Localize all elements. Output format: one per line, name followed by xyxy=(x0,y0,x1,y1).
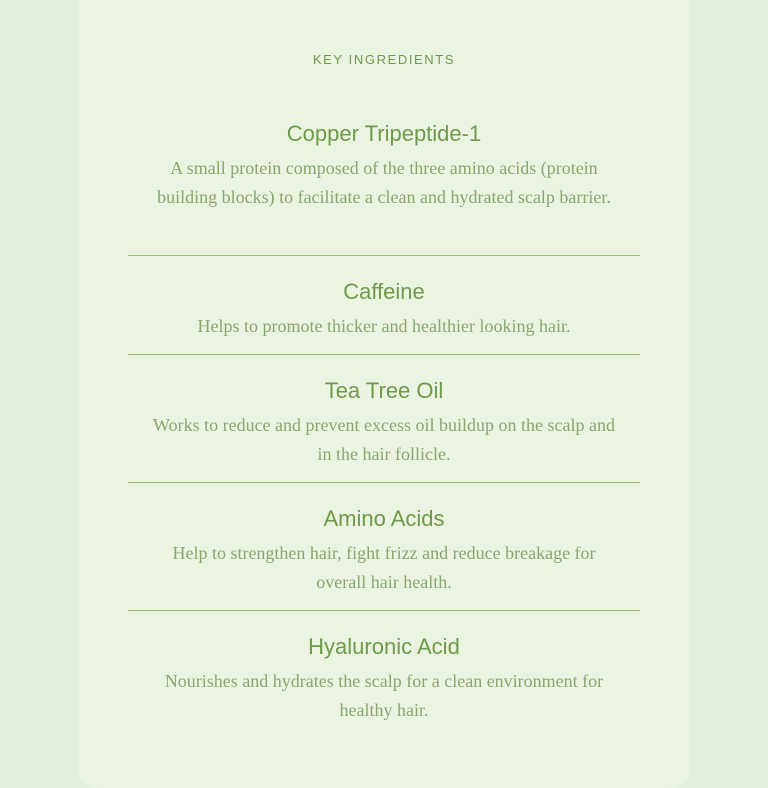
divider xyxy=(128,610,640,611)
ingredient-item-copper-tripeptide xyxy=(128,120,640,211)
ingredient-name: Hyaluronic Acid xyxy=(308,634,460,659)
divider xyxy=(128,354,640,355)
ingredient-item-hyaluronic-acid xyxy=(128,633,640,724)
ingredient-name: Caffeine xyxy=(343,279,425,304)
ingredient-name: Tea Tree Oil xyxy=(324,378,444,403)
ingredient-item-tea-tree-oil xyxy=(128,377,640,468)
ingredient-item-amino-acids xyxy=(128,505,640,596)
ingredient-description: Nourishes and hydrates the scalp for a clean environment for healthy hair. xyxy=(164,671,604,720)
ingredient-description: Works to reduce and prevent excess oil buildup on the scalp and in the hair follicle. xyxy=(153,415,615,464)
divider xyxy=(128,255,640,256)
ingredient-name: Copper Tripeptide-1 xyxy=(286,121,482,146)
ingredient-description: Helps to promote thicker and healthier looking hair. xyxy=(197,316,571,336)
section-title: KEY INGREDIENTS xyxy=(312,52,456,67)
ingredient-name: Amino Acids xyxy=(323,506,445,531)
ingredient-description: A small protein composed of the three amino acids (protein building blocks) to facilitate a clean and hydrated scalp barrier. xyxy=(157,158,611,207)
ingredient-description: Help to strengthen hair, fight frizz and reduce breakage for overall hair health. xyxy=(172,543,596,592)
ingredient-item-caffeine xyxy=(128,278,640,341)
divider xyxy=(128,482,640,483)
